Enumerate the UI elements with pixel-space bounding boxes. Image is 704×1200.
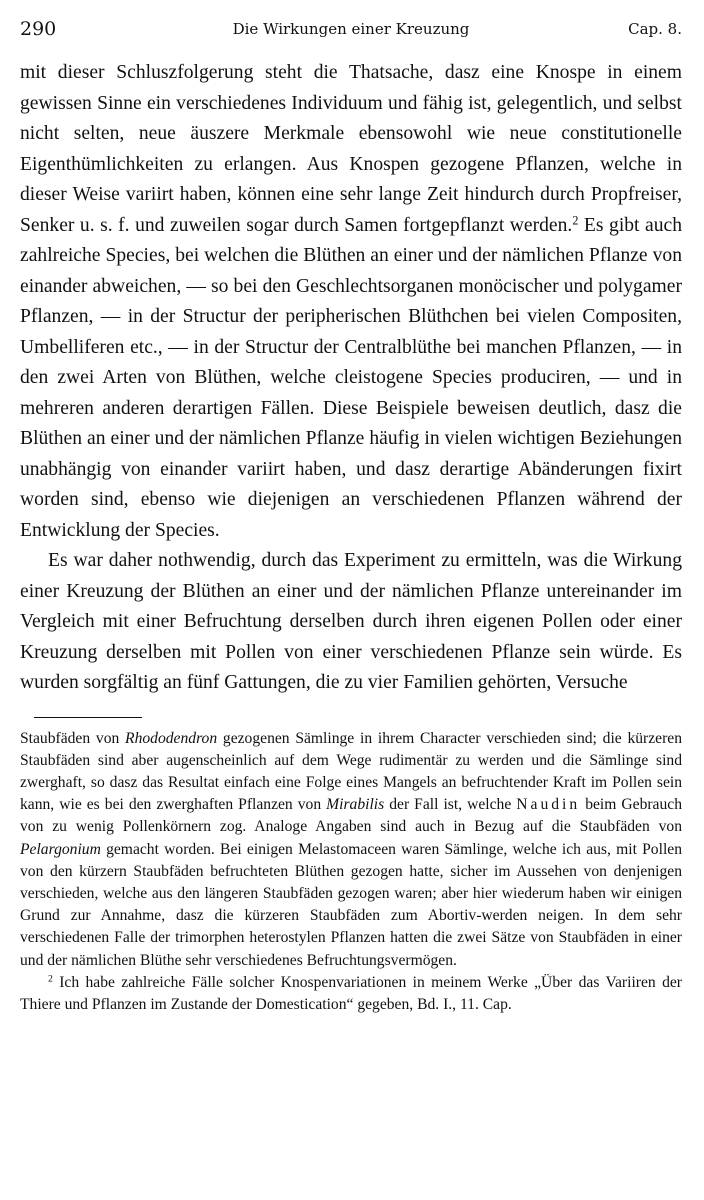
footnote-2-text: Ich habe zahlreiche Fälle solcher Knospenvariationen in meinem Werke „Über das Variiren der Thiere und Pflanzen im Zustande der Domestication“ gegeben, Bd. I., 11. Cap. bbox=[20, 973, 682, 1013]
footnote-2 bbox=[20, 972, 682, 1016]
footnote-1-part-c: der Fall ist, welche bbox=[384, 796, 517, 814]
paragraph-1 bbox=[20, 58, 682, 546]
genus-pelargonium: Pelargonium bbox=[20, 840, 101, 858]
chapter-label: Cap. 8. bbox=[628, 20, 682, 38]
page-header bbox=[20, 10, 682, 44]
paragraph-1-text: mit dieser Schluszfolgerung steht die Thatsache, dasz eine Knospe in einem gewissen Sinne ein verschiedenes Individuum und fähig ist, gelegentlich, und selbst nicht selten, neue äuszere Merkmale ebensowohl wie neue constitutionelle Eigenthümlichkeiten zu erlangen. Aus Knospen gezogene Pflanzen, welche in dieser Weise variirt haben, können eine sehr lange Zeit hindurch durch Propfreiser, Senker u. s. f. und zuweilen sogar durch Samen fortgepflanzt werden. bbox=[20, 62, 682, 236]
footnote-separator bbox=[34, 717, 142, 718]
paragraph-2-text: Es war daher nothwendig, durch das Experiment zu ermitteln, was die Wirkung einer Kreuzung der Blüthen an einer und der nämlichen Pflanze untereinander im Vergleich mit einer Befruchtung derselben durch ihren eigenen Pollen oder einer Kreuzung derselben mit Pollen von einer verschiedenen Pflanze sein würde. Es wurden sorgfältig an fünf Gattungen, die zu vier Familien gehörten, Versuche bbox=[20, 550, 682, 693]
footnote-1-part-b: gezogenen Sämlinge in ihrem Character verschieden sind; die kürzeren Staubfäden sind aber augenscheinlich auf dem Wege rudimentär zu werden und die Sämlinge sind zwerghaft, so dasz das Resultat einfach eine Folge eines Mangels an befruchtender Kraft im Pollen sein kann, wie es bei den zwerghaften Pflanzen von bbox=[20, 729, 682, 814]
footnote-1-continuation bbox=[20, 728, 682, 972]
paragraph-1-continuation: Es gibt auch zahlreiche Species, bei welchen die Blüthen an einer und der nämlichen Pflanze von einander abweichen, — so bei den Geschlechtsorganen monöcischer und polygamer Pflanzen, — in der Structur der peripherischen Blüthchen bei vielen Compositen, Umbelliferen etc., — in der Structur der Centralblüthe bei manchen Pflanzen, — in den zwei Arten von Blüthen, welche cleistogene Species produciren, — und in mehreren anderen derartigen Fällen. Diese Beispiele beweisen deutlich, dasz die Blüthen an einer und der nämlichen Pflanze häufig in vielen wichtigen Beziehungen unabhängig von einander variirt haben, und dasz derartige Abänderungen fixirt worden sind, ebenso wie diejenigen an verschiedenen Pflanzen während der Entwicklung der Species. bbox=[20, 214, 682, 541]
page-number: 290 bbox=[20, 18, 57, 40]
footnote-ref-2: 2 bbox=[572, 212, 579, 227]
main-text bbox=[20, 58, 682, 699]
footnote-1-part-e: gemacht worden. Bei einigen Melastomaceen waren Sämlinge, welche ich aus, mit Pollen von den kürzern Staubfäden befruchteten Blüthen gezogen hatte, sicher im Aussehen von denjenigen verschieden, welche aus den längeren Staubfäden gezogen waren; aber hier wiederum haben wir einigen Grund zur Annahme, dasz die kürzeren Staubfäden zum Abortiv-werden neigen. In dem sehr verschiedenen Falle der trimorphen heterostylen Pflanzen hatten die zwei Sätze von Staubfäden in einer und der nämlichen Blüthe sehr verschiedenes Befruchtungsvermögen. bbox=[20, 840, 682, 969]
footnote-2-number: 2 bbox=[48, 973, 53, 985]
footnote-1-part-d: beim Gebrauch von zu wenig Pollenkörnern zog. Analoge Angaben sind auch in Bezug auf die Staubfäden von bbox=[20, 796, 682, 836]
footnotes bbox=[20, 728, 682, 1017]
author-naudin: Naudin bbox=[516, 796, 581, 814]
genus-mirabilis: Mirabilis bbox=[326, 796, 385, 814]
paragraph-2 bbox=[20, 546, 682, 699]
footnote-1-part-a: Staubfäden von bbox=[20, 729, 126, 747]
running-title: Die Wirkungen einer Kreuzung bbox=[232, 20, 470, 38]
genus-rhododendron: Rhododendron bbox=[125, 729, 218, 747]
